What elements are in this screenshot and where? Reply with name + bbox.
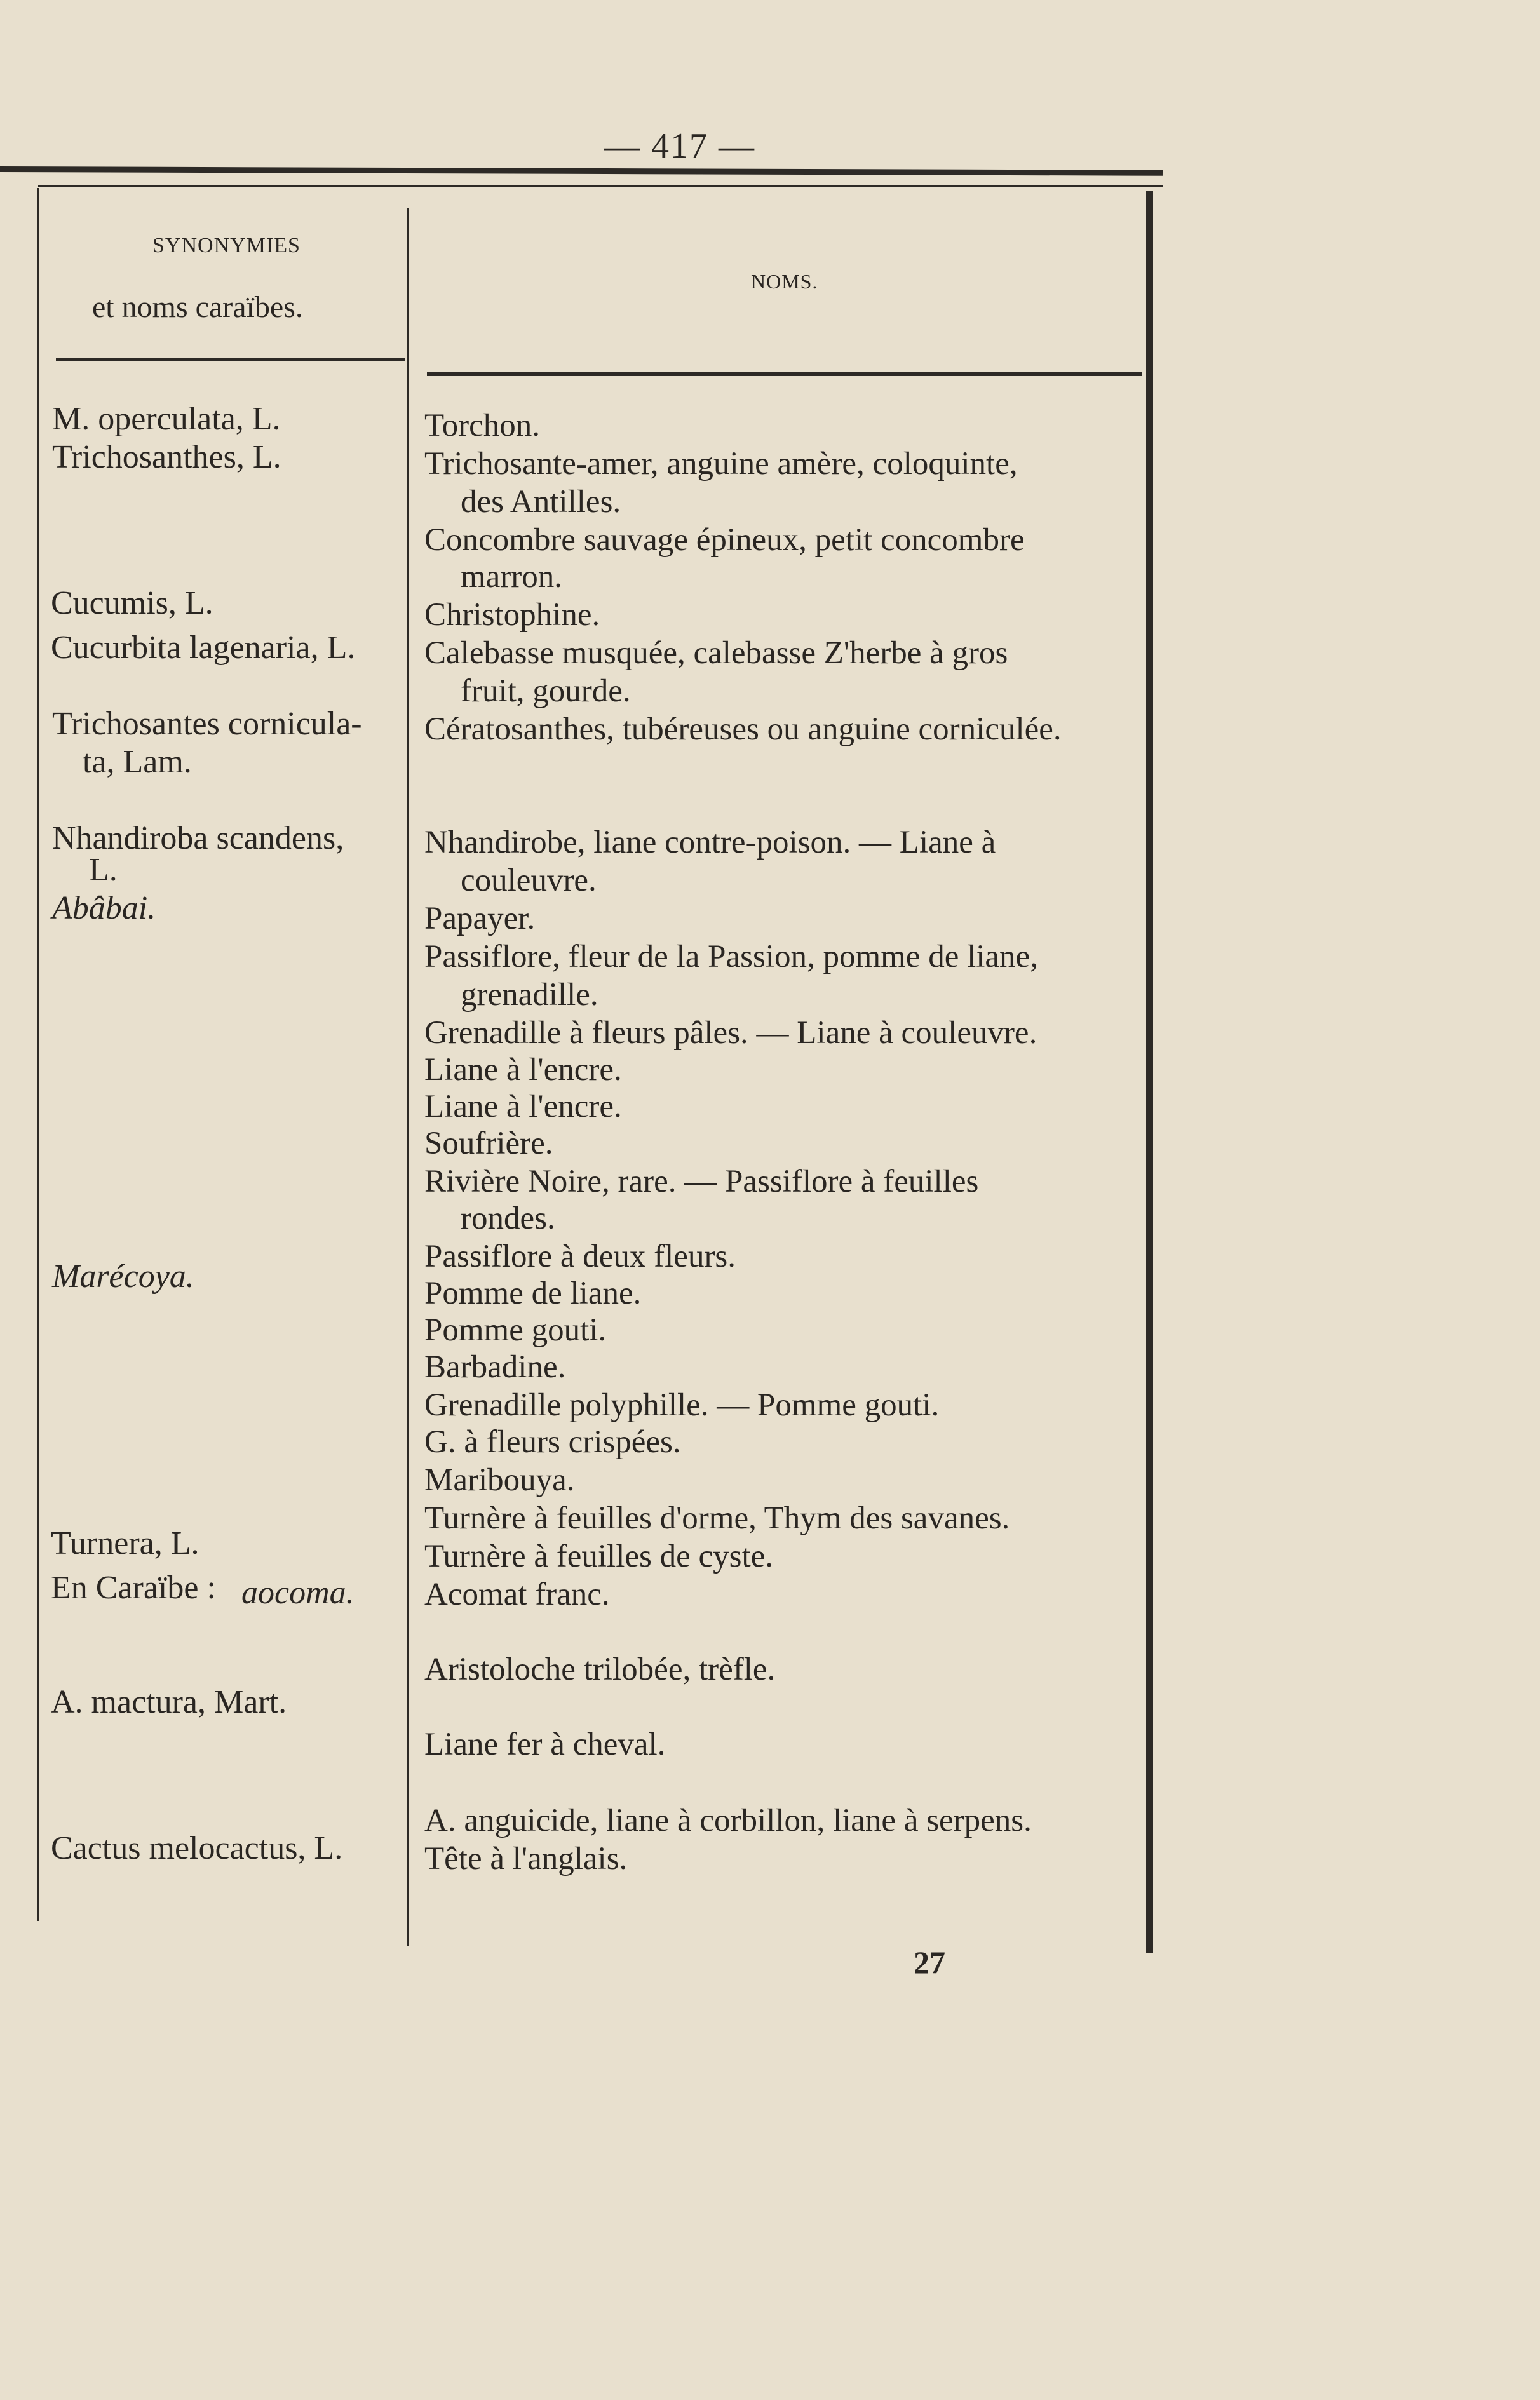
name-entry: Maribouya.	[424, 1462, 575, 1498]
name-entry: Liane fer à cheval.	[424, 1727, 666, 1762]
name-entry: rondes.	[461, 1201, 555, 1236]
name-entry: Papayer.	[424, 901, 536, 936]
name-entry: Pomme gouti.	[424, 1312, 607, 1348]
synonym-entry: A. mactura, Mart.	[51, 1684, 287, 1720]
name-entry: des Antilles.	[461, 484, 621, 520]
synonym-entry: L.	[89, 852, 118, 888]
header-rule-left	[56, 358, 405, 361]
name-entry: marron.	[461, 559, 563, 595]
name-entry: Liane à l'encre.	[424, 1089, 622, 1124]
synonym-entry: aocoma.	[241, 1575, 355, 1611]
synonym-entry: Cucumis, L.	[51, 585, 213, 621]
header-rule-right	[427, 372, 1142, 376]
name-entry: Liane à l'encre.	[424, 1052, 622, 1088]
synonym-entry: Nhandiroba scandens,	[52, 820, 344, 856]
name-entry: Passiflore à deux fleurs.	[424, 1239, 736, 1274]
name-entry: Acomat franc.	[424, 1577, 610, 1612]
header-noms-caraibes: et noms caraïbes.	[92, 290, 303, 324]
synonym-entry: ta, Lam.	[83, 744, 192, 780]
name-entry: Trichosante-amer, anguine amère, coloquinte,	[424, 446, 1018, 482]
top-rule	[0, 166, 1163, 176]
name-entry: Barbadine.	[424, 1349, 566, 1385]
synonym-entry: Trichosanthes, L.	[52, 439, 281, 475]
synonym-entry: M. operculata, L.	[52, 401, 281, 437]
name-entry: Passiflore, fleur de la Passion, pomme de liane,	[424, 939, 1038, 974]
left-border	[37, 188, 39, 1921]
name-entry: Torchon.	[424, 408, 540, 443]
synonym-entry: Cactus melocactus, L.	[51, 1830, 343, 1866]
name-entry: Soufrière.	[424, 1126, 553, 1161]
name-entry: Tête à l'anglais.	[424, 1841, 628, 1877]
name-entry: Turnère à feuilles de cyste.	[424, 1539, 774, 1574]
name-entry: Cératosanthes, tubéreuses ou anguine corniculée.	[424, 711, 1062, 747]
synonym-entry: Cucurbita lagenaria, L.	[51, 630, 356, 666]
name-entry: Pomme de liane.	[424, 1276, 642, 1311]
name-entry: A. anguicide, liane à corbillon, liane à serpens.	[424, 1803, 1032, 1838]
synonym-entry: Marécoya.	[52, 1258, 194, 1295]
name-entry: Calebasse musquée, calebasse Z'herbe à gros	[424, 635, 1008, 671]
synonym-entry: Trichosantes cornicula-	[52, 706, 362, 742]
header-noms: NOMS.	[751, 270, 818, 293]
name-entry: grenadille.	[461, 977, 598, 1013]
name-entry: Christophine.	[424, 597, 600, 633]
right-border	[1146, 191, 1153, 1953]
name-entry: Nhandirobe, liane contre-poison. — Liane à	[424, 825, 996, 860]
name-entry: Rivière Noire, rare. — Passiflore à feuilles	[424, 1164, 979, 1199]
synonym-entry: En Caraïbe :	[51, 1570, 216, 1606]
synonym-entry: Turnera, L.	[51, 1525, 199, 1561]
header-synonymies: SYNONYMIES	[152, 234, 301, 257]
page-number: — 417 —	[604, 126, 755, 166]
name-entry: Grenadille à fleurs pâles. — Liane à couleuvre.	[424, 1015, 1037, 1051]
signature-mark: 27	[914, 1945, 945, 1980]
column-divider	[407, 208, 409, 1946]
name-entry: G. à fleurs crispées.	[424, 1424, 681, 1460]
synonym-entry: Abâbai.	[52, 890, 156, 926]
name-entry: Turnère à feuilles d'orme, Thym des savanes.	[424, 1500, 1010, 1536]
name-entry: fruit, gourde.	[461, 673, 631, 709]
name-entry: Concombre sauvage épineux, petit concombre	[424, 522, 1025, 558]
top-rule-thin	[38, 185, 1163, 187]
name-entry: couleuvre.	[461, 863, 597, 898]
name-entry: Aristoloche trilobée, trèfle.	[424, 1652, 776, 1687]
name-entry: Grenadille polyphille. — Pomme gouti.	[424, 1387, 940, 1423]
